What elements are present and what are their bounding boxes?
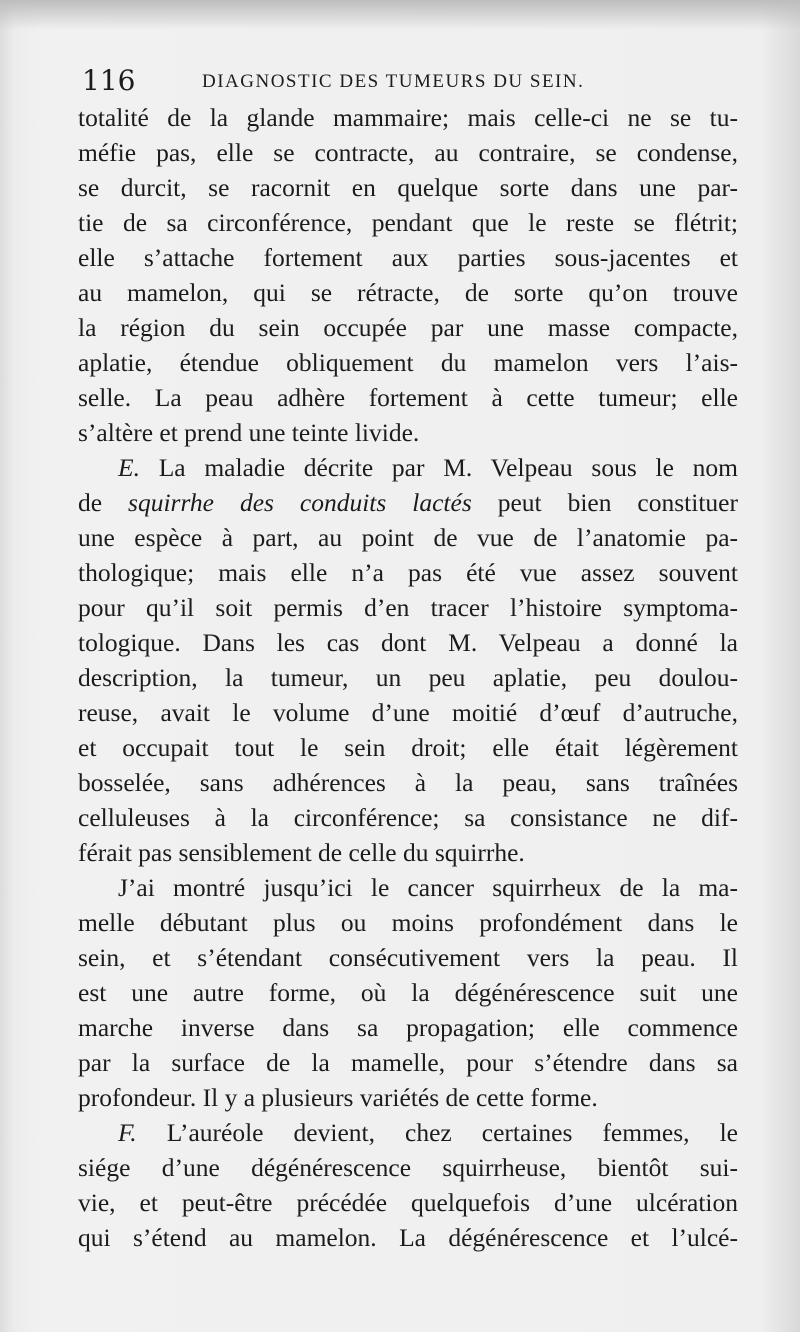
text-line: celluleuses à la circonférence; sa consistance ne dif- [78,803,738,832]
text-line: melle débutant plus ou moins profondément dans le [78,908,738,937]
paragraph-f-first-line [78,1115,738,1150]
text-line: sein, et s’étendant consécutivement vers la peau. Il [78,943,738,972]
text-line: profondeur. Il y a plusieurs variétés de cette forme. [78,1083,598,1112]
text-line: est une autre forme, où la dégénérescence suit une [78,978,738,1007]
page-edge-shadow [0,0,800,30]
page-header [82,64,732,98]
text-line: J’ai montré jusqu’ici le cancer squirrheux de la ma- [118,873,738,902]
text-line: qui s’étend au mamelon. La dégénérescence et l’ulcé- [78,1223,738,1252]
text-line: méfie pas, elle se contracte, au contraire, se condense, [78,138,738,167]
text-line: férait pas sensiblement de celle du squirrhe. [78,838,525,867]
text-line: s’altère et prend une teinte livide. [78,418,420,447]
text-line: au mamelon, qui se rétracte, de sorte qu’on trouve [78,278,738,307]
text-line: bosselée, sans adhérences à la peau, sans traînées [78,768,738,797]
italic-term: squirrhe des conduits lactés [128,488,472,517]
body-text [78,100,738,1255]
text-line: siége d’une dégénérescence squirrheuse, bientôt sui- [78,1153,738,1182]
text-line: vie, et peut-être précédée quelquefois d’une ulcération [78,1188,738,1217]
text-line: la région du sein occupée par une masse compacte, [78,313,738,342]
text-line: description, la tumeur, un peu aplatie, peu doulou- [78,663,738,692]
section-label-e: E. [118,453,140,482]
text-line: aplatie, étendue obliquement du mamelon vers l’ais- [78,348,738,377]
text-line: par la surface de la mamelle, pour s’étendre dans sa [78,1048,738,1077]
text-line: reuse, avait le volume d’une moitié d’œuf d’autruche, [78,698,738,727]
text-line: selle. La peau adhère fortement à cette tumeur; elle [78,383,738,412]
text-line: et occupait tout le sein droit; elle était légèrement [78,733,738,762]
text-line: tie de sa circonférence, pendant que le reste se flétrit; [78,208,738,237]
text-line: une espèce à part, au point de vue de l’anatomie pa- [78,523,738,552]
text-line: marche inverse dans sa propagation; elle commence [78,1013,738,1042]
paragraph-e-first-line [78,450,738,485]
text-line: totalité de la glande mammaire; mais celle-ci ne se tu- [78,103,738,132]
text-span: La maladie décrite par M. Velpeau sous le nom [139,453,738,482]
text-span: peut bien constituer [471,488,738,517]
text-line: thologique; mais elle n’a pas été vue assez souvent [78,558,738,587]
text-line-with-italic [78,485,738,520]
section-label-f: F. [118,1118,137,1147]
text-line: pour qu’il soit permis d’en tracer l’histoire symptoma- [78,593,738,622]
text-span: L’auréole devient, chez certaines femmes, le [136,1118,738,1147]
text-line: elle s’attache fortement aux parties sous-jacentes et [78,243,738,272]
text-span: de [78,488,129,517]
text-line: se durcit, se racornit en quelque sorte dans une par- [78,173,738,202]
text-line: tologique. Dans les cas dont M. Velpeau a donné la [78,628,738,657]
running-head: DIAGNOSTIC DES TUMEURS DU SEIN. [202,71,585,92]
page-number: 116 [82,64,136,97]
